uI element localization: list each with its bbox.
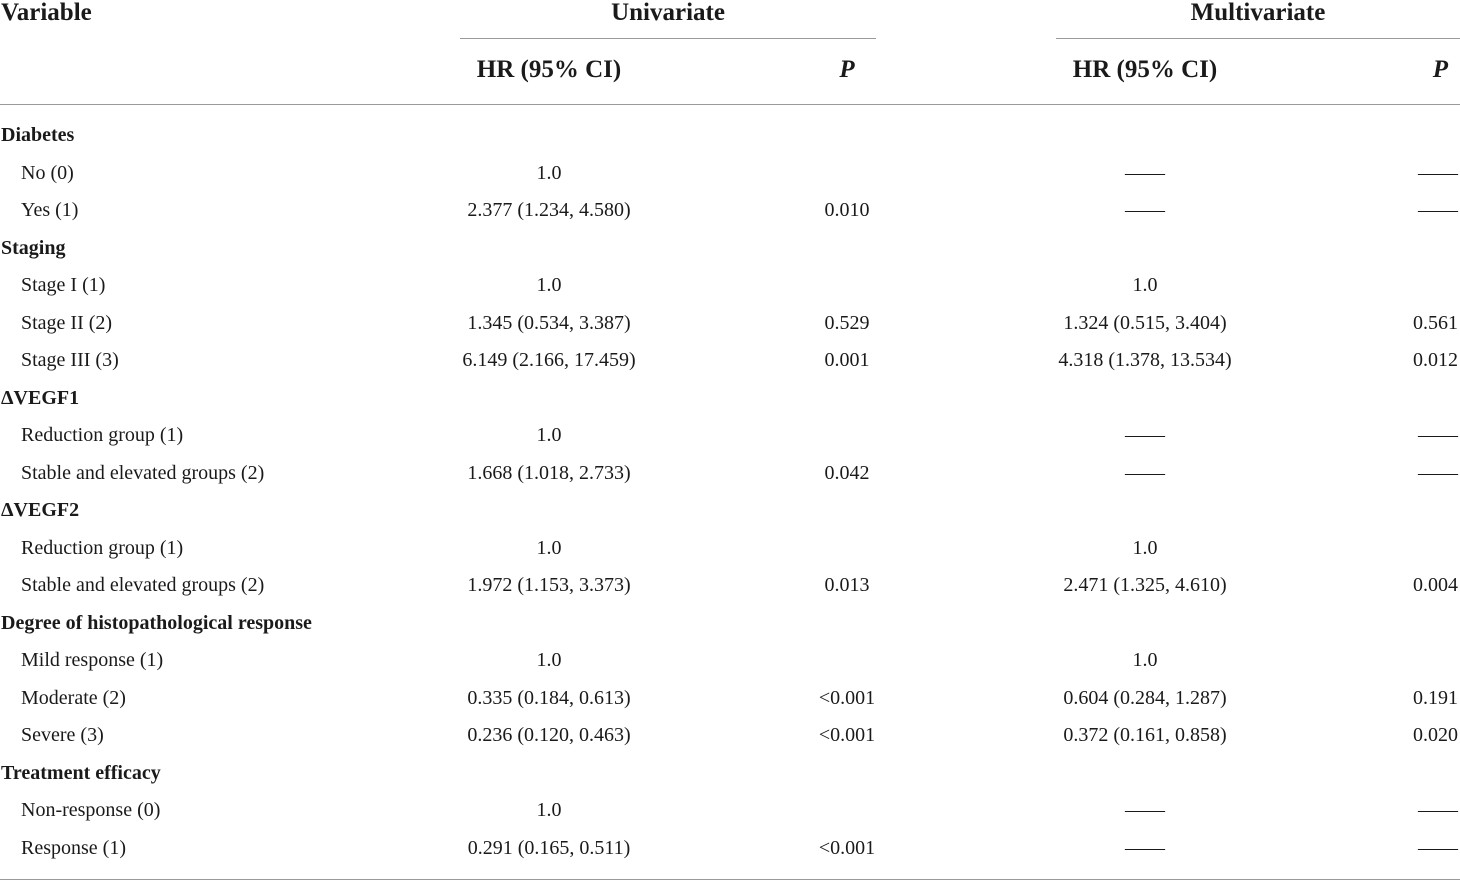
multivariate-p-cell: 0.561 <box>1413 311 1458 334</box>
univariate-hr-cell: 0.291 (0.165, 0.511) <box>467 836 631 859</box>
multivariate-p-cell: 0.191 <box>1413 686 1458 709</box>
multivariate-p-cell: —— <box>1418 424 1458 446</box>
table-group-row <box>0 230 1460 267</box>
multivariate-hr-cell: —— <box>1125 461 1165 484</box>
table-group-row <box>0 117 1460 154</box>
multivariate-hr-cell: 1.0 <box>1132 649 1158 671</box>
row-label: Stage II (2) <box>21 311 113 334</box>
row-label: No (0) <box>21 161 74 184</box>
header-univariate: Univariate <box>611 0 725 26</box>
table-group-row <box>0 755 1460 792</box>
multivariate-hr-cell: 0.604 (0.284, 1.287) <box>1063 686 1227 709</box>
multivariate-hr-cell: 0.372 (0.161, 0.858) <box>1063 724 1227 746</box>
header-uni-p: P <box>839 56 855 83</box>
table-group-row <box>0 492 1460 529</box>
table-row <box>0 417 1460 454</box>
table-row <box>0 530 1460 567</box>
univariate-hr-cell: 1.0 <box>536 649 562 671</box>
multivariate-hr-cell: 1.0 <box>1132 536 1158 559</box>
multivariate-p-cell: —— <box>1418 836 1458 859</box>
header-multivariate: Multivariate <box>1190 0 1326 26</box>
univariate-hr-cell: 1.0 <box>536 799 562 821</box>
table-row <box>0 455 1460 492</box>
univariate-p-cell: 0.001 <box>824 349 870 371</box>
table-group-row <box>0 605 1460 642</box>
univariate-p-cell: <0.001 <box>818 686 876 709</box>
row-label: Moderate (2) <box>21 686 126 709</box>
table-row <box>0 305 1460 342</box>
univariate-hr-cell: 1.0 <box>536 424 562 446</box>
multivariate-hr-cell: —— <box>1125 199 1165 221</box>
multivariate-underline <box>1056 38 1460 39</box>
univariate-hr-cell: 0.236 (0.120, 0.463) <box>467 724 631 746</box>
table-row <box>0 717 1460 754</box>
univariate-p-cell: <0.001 <box>818 724 876 746</box>
multivariate-hr-cell: 1.324 (0.515, 3.404) <box>1063 311 1227 334</box>
group-label: Treatment efficacy <box>1 761 161 784</box>
multivariate-p-cell: 0.004 <box>1413 574 1458 596</box>
multivariate-p-cell: —— <box>1418 461 1458 484</box>
row-label: Reduction group (1) <box>21 424 184 446</box>
header-uni-hr: HR (95% CI) <box>476 56 622 83</box>
header-multi-hr: HR (95% CI) <box>1072 56 1218 83</box>
multivariate-p-cell: —— <box>1418 799 1458 821</box>
table-row <box>0 830 1460 867</box>
univariate-hr-cell: 0.335 (0.184, 0.613) <box>467 686 631 709</box>
table-row <box>0 192 1460 229</box>
group-label: ΔVEGF1 <box>1 386 80 409</box>
univariate-p-cell: 0.529 <box>824 311 870 334</box>
multivariate-hr-cell: —— <box>1125 161 1165 184</box>
univariate-p-cell: 0.042 <box>824 461 870 484</box>
table-group-row <box>0 380 1460 417</box>
multivariate-p-cell: 0.020 <box>1413 724 1458 746</box>
table-bottom-rule <box>0 879 1460 880</box>
row-label: Yes (1) <box>21 199 79 221</box>
multivariate-hr-cell: —— <box>1125 799 1165 821</box>
multivariate-hr-cell: 1.0 <box>1132 274 1158 296</box>
row-label: Stage III (3) <box>21 349 119 371</box>
row-label: Stage I (1) <box>21 274 106 296</box>
table-row <box>0 680 1460 717</box>
row-label: Non-response (0) <box>21 799 161 821</box>
table-row <box>0 567 1460 604</box>
multivariate-hr-cell: 2.471 (1.325, 4.610) <box>1063 574 1227 596</box>
univariate-underline <box>460 38 876 39</box>
row-label: Mild response (1) <box>21 649 164 671</box>
univariate-hr-cell: 1.0 <box>536 274 562 296</box>
group-label: ΔVEGF2 <box>1 499 80 521</box>
multivariate-p-cell: —— <box>1418 161 1458 184</box>
row-label: Severe (3) <box>21 724 104 746</box>
row-label: Response (1) <box>21 836 126 859</box>
row-label: Reduction group (1) <box>21 536 184 559</box>
header-bottom-rule <box>0 104 1460 105</box>
row-label: Stable and elevated groups (2) <box>21 461 265 484</box>
univariate-hr-cell: 2.377 (1.234, 4.580) <box>467 199 631 221</box>
header-multi-p: P <box>1432 56 1448 83</box>
multivariate-hr-cell: 4.318 (1.378, 13.534) <box>1058 349 1232 371</box>
univariate-p-cell: 0.013 <box>824 574 870 596</box>
univariate-p-cell: 0.010 <box>824 199 870 221</box>
table-row <box>0 267 1460 304</box>
univariate-hr-cell: 1.0 <box>536 536 562 559</box>
univariate-hr-cell: 1.0 <box>536 161 562 184</box>
univariate-p-cell: <0.001 <box>818 836 876 859</box>
group-label: Staging <box>1 236 66 259</box>
header-variable: Variable <box>1 0 92 26</box>
multivariate-hr-cell: —— <box>1125 836 1165 859</box>
table-row <box>0 342 1460 379</box>
univariate-hr-cell: 1.345 (0.534, 3.387) <box>467 311 631 334</box>
table-row <box>0 155 1460 192</box>
table-row <box>0 642 1460 679</box>
multivariate-hr-cell: —— <box>1125 424 1165 446</box>
group-label: Degree of histopathological response <box>1 611 312 634</box>
table-row <box>0 792 1460 829</box>
univariate-hr-cell: 1.972 (1.153, 3.373) <box>467 574 631 596</box>
univariate-hr-cell: 1.668 (1.018, 2.733) <box>467 461 631 484</box>
univariate-hr-cell: 6.149 (2.166, 17.459) <box>462 349 636 371</box>
row-label: Stable and elevated groups (2) <box>21 574 265 596</box>
multivariate-p-cell: —— <box>1418 199 1458 221</box>
group-label: Diabetes <box>1 124 75 146</box>
multivariate-p-cell: 0.012 <box>1413 349 1458 371</box>
